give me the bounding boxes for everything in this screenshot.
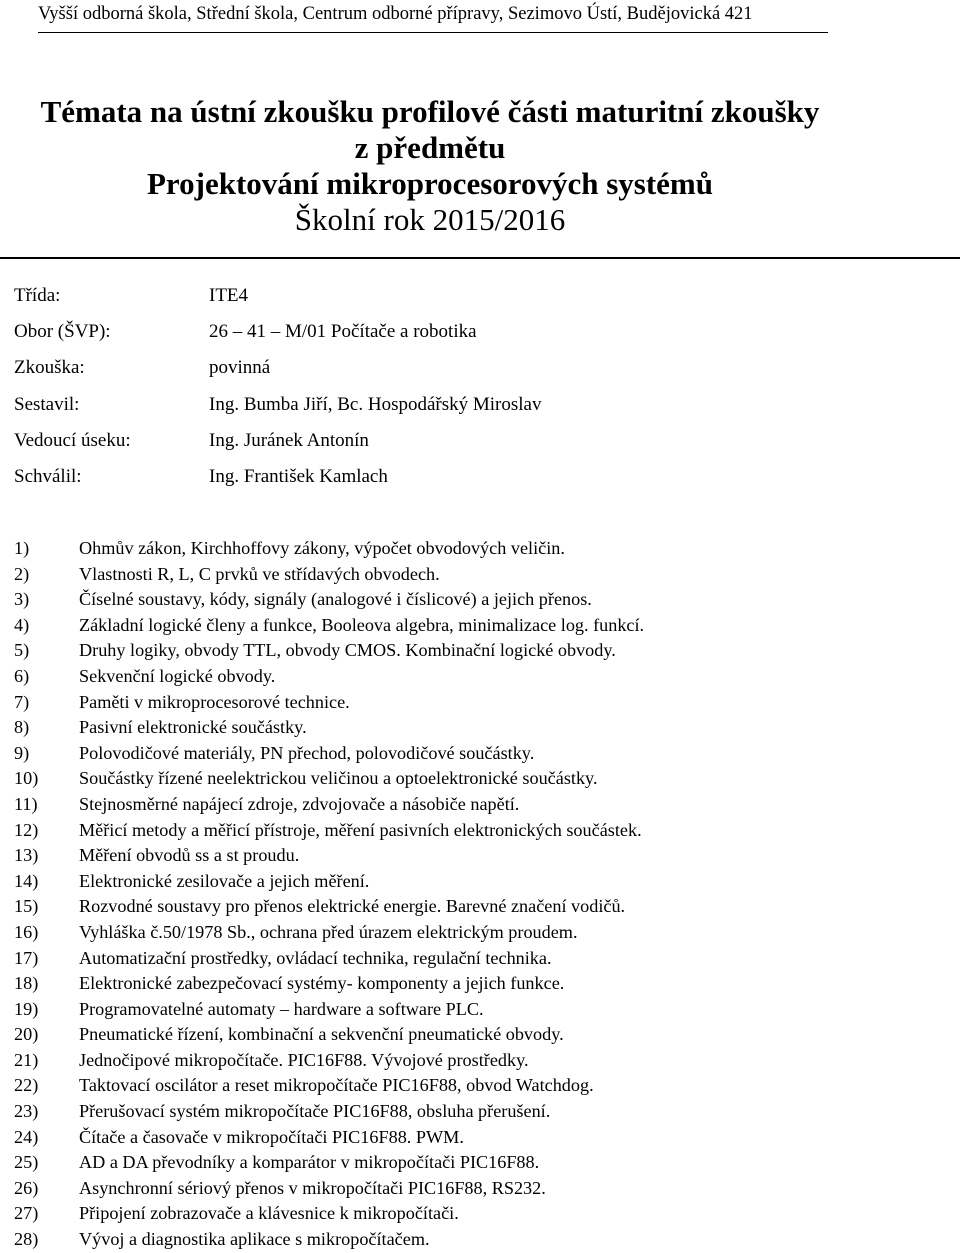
topic-number: 6): [14, 665, 30, 686]
topic-number: 11): [14, 793, 38, 814]
info-label: Zkouška:: [14, 357, 85, 379]
topic-number: 24): [14, 1126, 39, 1147]
topic-text: Druhy logiky, obvody TTL, obvody CMOS. Kombinační logické obvody.: [79, 640, 616, 661]
info-value: povinná: [209, 357, 271, 379]
topic-text: Programovatelné automaty – hardware a software PLC.: [79, 998, 484, 1019]
topic-text: Jednočipové mikropočítače. PIC16F88. Vývojové prostředky.: [79, 1049, 529, 1070]
info-value: Ing. František Kamlach: [209, 465, 388, 487]
topic-number: 13): [14, 845, 39, 866]
info-value: ITE4: [209, 285, 249, 306]
info-label: Obor (ŠVP):: [14, 321, 111, 343]
topic-number: 5): [14, 640, 30, 661]
topic-text: Elektronické zabezpečovací systémy- komponenty a jejich funkce.: [79, 973, 565, 994]
topic-number: 18): [14, 973, 39, 994]
topic-text: Asynchronní sériový přenos v mikropočítači PIC16F88, RS232.: [79, 1177, 546, 1198]
topic-number: 23): [14, 1101, 39, 1122]
topic-number: 10): [14, 768, 39, 789]
topic-text: Polovodičové materiály, PN přechod, polovodičové součástky.: [79, 742, 535, 763]
topic-text: Sekvenční logické obvody.: [79, 665, 276, 686]
topic-text: Rozvodné soustavy pro přenos elektrické energie. Barevné značení vodičů.: [79, 896, 626, 917]
topic-number: 28): [14, 1229, 39, 1250]
topic-text: Čítače a časovače v mikropočítači PIC16F88. PWM.: [79, 1126, 464, 1147]
title-line-2: z předmětu: [354, 130, 506, 165]
topic-text: Pasivní elektronické součástky.: [79, 717, 307, 738]
topic-text: Elektronické zesilovače a jejich měření.: [79, 870, 370, 891]
topic-text: Stejnosměrné napájecí zdroje, zdvojovače a násobiče napětí.: [79, 793, 520, 814]
info-label: Vedoucí úseku:: [14, 429, 131, 451]
topic-text: Taktovací oscilátor a reset mikropočítače PIC16F88, obvod Watchdog.: [79, 1075, 594, 1096]
topic-number: 12): [14, 819, 39, 840]
topic-number: 2): [14, 563, 30, 584]
header-underline: [38, 32, 828, 33]
topic-number: 19): [14, 998, 39, 1019]
topic-text: Vývoj a diagnostika aplikace s mikropočítačem.: [79, 1229, 430, 1250]
topic-number: 8): [14, 717, 30, 738]
title-line-3: Projektování mikroprocesorových systémů: [146, 166, 713, 201]
topic-text: Připojení zobrazovače a klávesnice k mikropočítači.: [79, 1203, 459, 1224]
document-title: [0, 94, 860, 238]
topic-text: Paměti v mikroprocesorové technice.: [79, 691, 350, 712]
topic-text: Vlastnosti R, L, C prvků ve střídavých obvodech.: [79, 563, 440, 584]
topic-text: Přerušovací systém mikropočítače PIC16F88, obsluha přerušení.: [79, 1101, 551, 1122]
topic-number: 9): [14, 742, 30, 763]
school-header: Vyšší odborná škola, Střední škola, Centrum odborné přípravy, Sezimovo Ústí, Budějovická 421: [38, 4, 753, 24]
info-label: Schválil:: [14, 465, 82, 487]
topic-text: Ohmův zákon, Kirchhoffovy zákony, výpočet obvodových veličin.: [79, 538, 565, 558]
topic-text: Automatizační prostředky, ovládací technika, regulační technika.: [79, 947, 552, 968]
topic-text: AD a DA převodníky a komparátor v mikropočítači PIC16F88.: [79, 1152, 540, 1173]
topic-text: Součástky řízené neelektrickou veličinou a optoelektronické součástky.: [79, 768, 598, 789]
title-line-4: Školní rok 2015/2016: [294, 202, 566, 237]
topic-number: 22): [14, 1075, 39, 1096]
topic-text: Číselné soustavy, kódy, signály (analogové i číslicové) a jejich přenos.: [79, 589, 592, 610]
topic-number: 15): [14, 896, 39, 917]
topic-text: Měření obvodů ss a st proudu.: [79, 845, 300, 866]
title-divider: [0, 257, 960, 259]
topic-number: 17): [14, 947, 39, 968]
topic-text: Vyhláška č.50/1978 Sb., ochrana před úrazem elektrickým proudem.: [79, 921, 578, 942]
topic-number: 20): [14, 1024, 39, 1045]
topic-number: 14): [14, 870, 39, 891]
topic-text: Základní logické členy a funkce, Booleova algebra, minimalizace log. funkcí.: [79, 614, 645, 635]
title-line-1: Témata na ústní zkoušku profilové části maturitní zkoušky: [40, 94, 820, 129]
topic-number: 26): [14, 1177, 39, 1198]
topic-number: 4): [14, 614, 30, 635]
info-label: Třída:: [14, 285, 61, 306]
topic-number: 25): [14, 1152, 39, 1173]
topic-number: 16): [14, 921, 39, 942]
topic-number: 3): [14, 589, 30, 610]
topic-number: 1): [14, 538, 30, 558]
topic-text: Měřicí metody a měřicí přístroje, měření pasivních elektronických součástek.: [79, 819, 642, 840]
info-label: Sestavil:: [14, 393, 80, 415]
topic-number: 21): [14, 1049, 39, 1070]
info-value: 26 – 41 – M/01 Počítače a robotika: [209, 321, 477, 343]
topic-number: 7): [14, 691, 30, 712]
info-value: Ing. Bumba Jiří, Bc. Hospodářský Miroslav: [209, 393, 542, 415]
topic-number: 27): [14, 1203, 39, 1224]
topic-text: Pneumatické řízení, kombinační a sekvenční pneumatické obvody.: [79, 1024, 564, 1045]
info-value: Ing. Juránek Antonín: [209, 429, 369, 451]
